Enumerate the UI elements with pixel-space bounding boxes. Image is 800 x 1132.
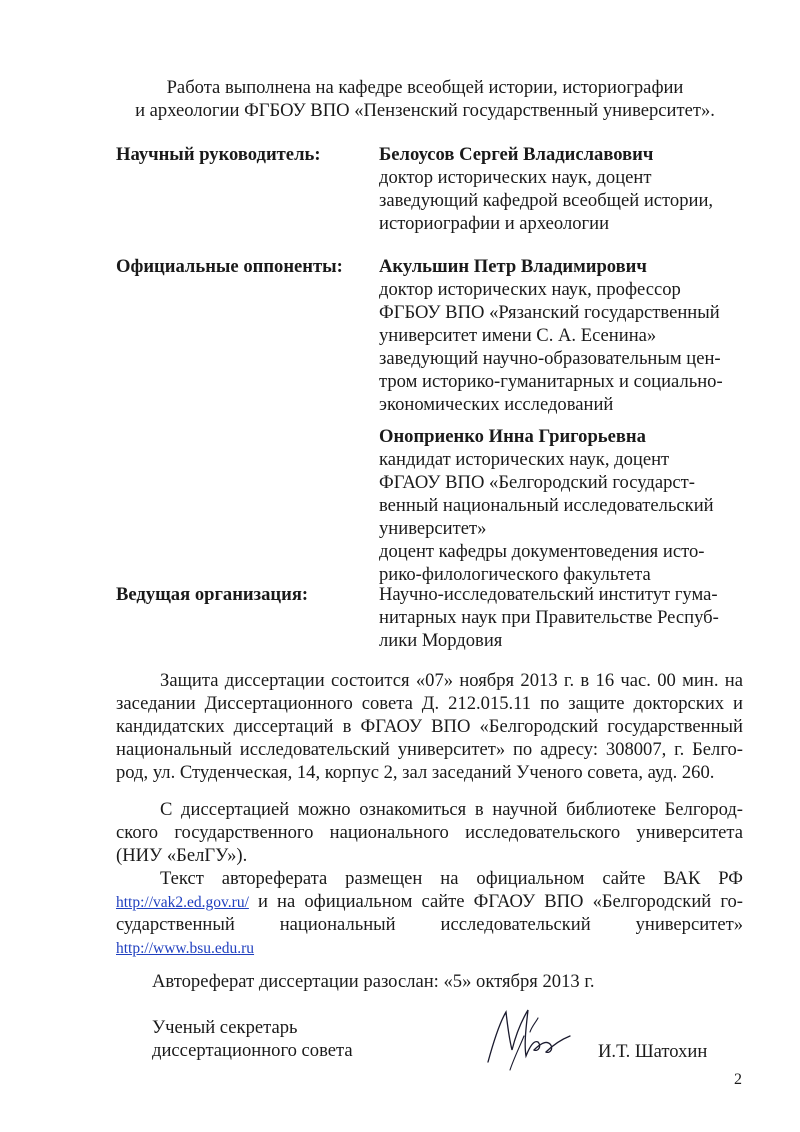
defense-line: заседании Диссертационного совета Д. 212.015.11 по защите докторских и bbox=[116, 693, 743, 714]
page-number: 2 bbox=[734, 1071, 742, 1088]
defense-line: кандидатских диссертаций в ФГАОУ ВПО «Белгородский государственный bbox=[116, 716, 743, 737]
opponent-first-details bbox=[379, 255, 739, 416]
library-paragraph bbox=[116, 798, 743, 867]
opponent-detail-line: доцент кафедры документоведения исто- bbox=[379, 541, 705, 562]
opponent-detail-line: доктор исторических наук, профессор bbox=[379, 279, 681, 300]
abstract-line bbox=[116, 890, 743, 913]
abstract-line-rest: и на официальном сайте ФГАОУ ВПО «Белгородский го- bbox=[248, 891, 743, 912]
opponent-first-name: Акульшин Петр Владимирович bbox=[379, 256, 647, 277]
secretary-block bbox=[152, 1016, 353, 1062]
intro-line: и археологии ФГБОУ ВПО «Пензенский государственный университет». bbox=[135, 100, 715, 121]
supervisor-detail-line: доктор исторических наук, доцент bbox=[379, 167, 652, 188]
opponent-detail-line: университет имени С. А. Есенина» bbox=[379, 325, 657, 346]
defense-line: Защита диссертации состоится «07» ноября 2013 г. в 16 час. 00 мин. на bbox=[160, 670, 743, 691]
intro-paragraph bbox=[100, 76, 750, 122]
abstract-line: сударственный национальный исследовательский университет» bbox=[116, 914, 743, 935]
leading-organization-line: Научно-исследовательский институт гума- bbox=[379, 584, 718, 605]
opponent-detail-line: кандидат исторических наук, доцент bbox=[379, 449, 670, 470]
leading-organization-line: нитарных наук при Правительстве Респуб- bbox=[379, 607, 719, 628]
handwritten-signature bbox=[480, 1000, 580, 1080]
bsu-website-link[interactable]: http://www.bsu.edu.ru bbox=[116, 940, 255, 957]
vak-website-link[interactable]: http://vak2.ed.gov.ru/ bbox=[116, 894, 249, 911]
opponent-detail-line: рико-филологического факультета bbox=[379, 564, 651, 585]
secretary-name: И.Т. Шатохин bbox=[598, 1041, 708, 1062]
opponent-second-details bbox=[379, 425, 739, 586]
intro-line: Работа выполнена на кафедре всеобщей истории, историографии bbox=[166, 77, 684, 98]
supervisor-name: Белоусов Сергей Владиславович bbox=[379, 144, 654, 165]
leading-organization-label: Ведущая организация: bbox=[116, 584, 309, 605]
opponent-second-name: Оноприенко Инна Григорьевна bbox=[379, 426, 646, 447]
opponents-label: Официальные оппоненты: bbox=[116, 256, 343, 277]
defense-paragraph bbox=[116, 669, 743, 784]
opponent-detail-line: университет» bbox=[379, 518, 487, 539]
defense-line: национальный исследовательский университет» по адресу: 308007, г. Белго- bbox=[116, 739, 743, 760]
opponent-detail-line: ФГАОУ ВПО «Белгородский государст- bbox=[379, 472, 695, 493]
supervisor-label: Научный руководитель: bbox=[116, 144, 321, 165]
abstract-text-paragraph bbox=[116, 867, 743, 959]
supervisor-detail-line: заведующий кафедрой всеобщей истории, bbox=[379, 190, 714, 211]
opponent-detail-line: венный национальный исследовательский bbox=[379, 495, 714, 516]
leading-organization-line: лики Мордовия bbox=[379, 630, 503, 651]
library-line: (НИУ «БелГУ»). bbox=[116, 845, 248, 866]
opponent-detail-line: ФГБОУ ВПО «Рязанский государственный bbox=[379, 302, 720, 323]
opponent-detail-line: заведующий научно-образовательным цен- bbox=[379, 348, 721, 369]
secretary-title-line: диссертационного совета bbox=[152, 1040, 353, 1061]
supervisor-detail-line: историографии и археологии bbox=[379, 213, 610, 234]
abstract-line bbox=[116, 936, 743, 959]
abstract-sent-date: Автореферат диссертации разослан: «5» октября 2013 г. bbox=[152, 971, 595, 992]
opponent-detail-line: тром историко-гуманитарных и социально- bbox=[379, 371, 723, 392]
supervisor-details bbox=[379, 143, 739, 235]
leading-organization-details bbox=[379, 583, 739, 652]
library-line: ского государственного национального исследовательского университета bbox=[116, 822, 743, 843]
abstract-line: Текст автореферата размещен на официальном сайте ВАК РФ bbox=[160, 868, 743, 889]
library-line: С диссертацией можно ознакомиться в научной библиотеке Белгород- bbox=[160, 799, 743, 820]
opponent-detail-line: экономических исследований bbox=[379, 394, 614, 415]
defense-line: род, ул. Студенческая, 14, корпус 2, зал заседаний Ученого совета, ауд. 260. bbox=[116, 762, 715, 783]
secretary-title-line: Ученый секретарь bbox=[152, 1017, 298, 1038]
